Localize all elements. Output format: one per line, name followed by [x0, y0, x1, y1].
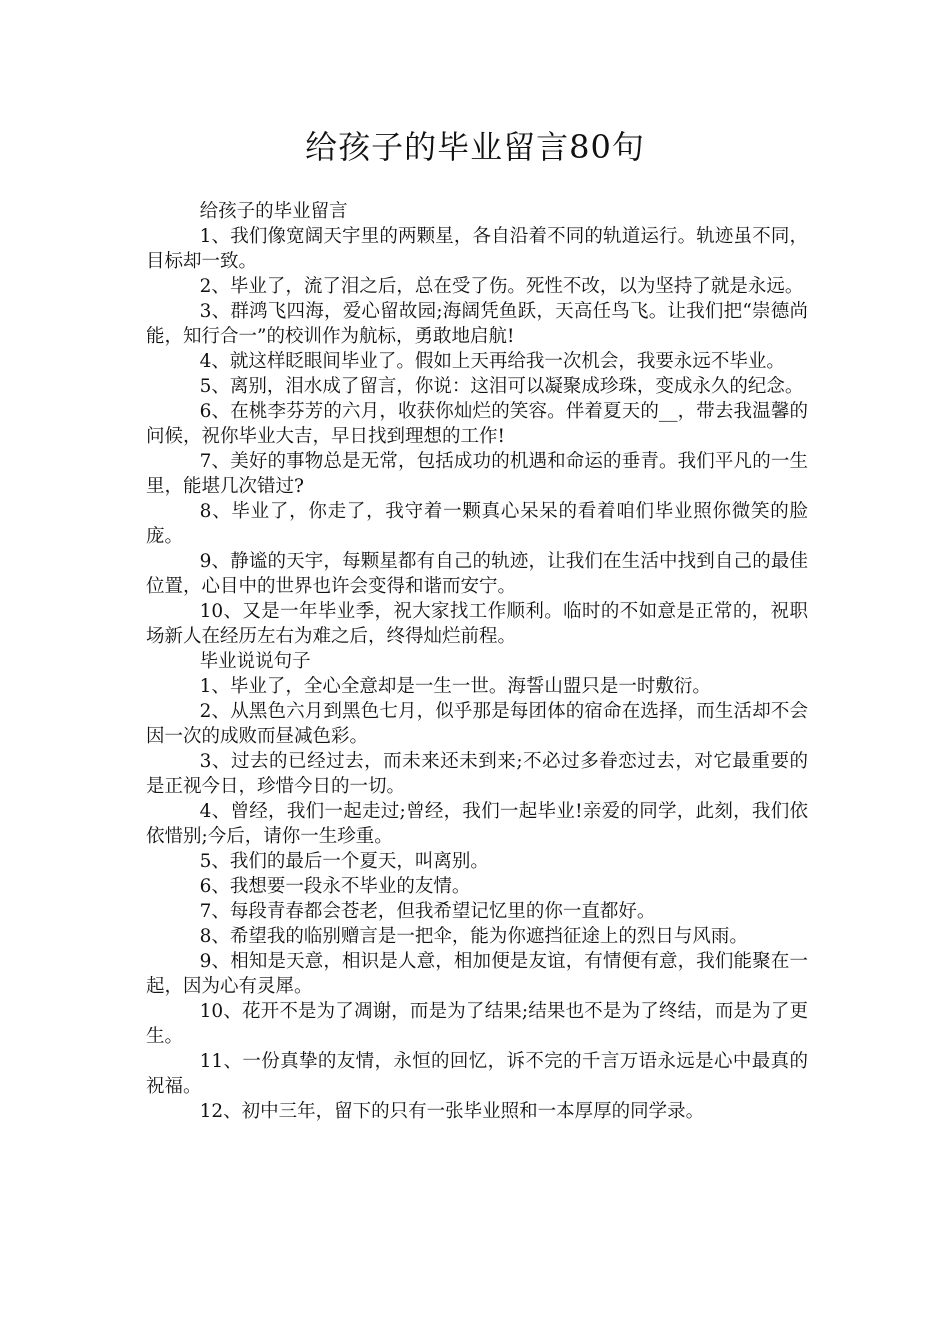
list-item: 7、美好的事物总是无常，包括成功的机遇和命运的垂青。我们平凡的一生里，能堪几次错过? [146, 451, 808, 497]
list-item: 10、又是一年毕业季，祝大家找工作顺利。临时的不如意是正常的，祝职场新人在经历左右为难之后，终得灿烂前程。 [146, 601, 808, 647]
list-item: 10、花开不是为了凋谢，而是为了结果;结果也不是为了终结，而是为了更生。 [146, 1001, 808, 1047]
document-body [146, 199, 808, 1124]
document-title: 给孩子的毕业留言80句 [305, 128, 645, 166]
list-item: 12、初中三年，留下的只有一张毕业照和一本厚厚的同学录。 [199, 1101, 705, 1122]
section-heading: 毕业说说句子 [199, 651, 311, 672]
list-item: 4、就这样眨眼间毕业了。假如上天再给我一次机会，我要永远不毕业。 [199, 351, 785, 372]
list-item: 1、我们像宽阔天宇里的两颗星，各自沿着不同的轨道运行。轨迹虽不同，目标却一致。 [146, 226, 808, 272]
list-item: 9、静谧的天宇，每颗星都有自己的轨迹，让我们在生活中找到自己的最佳位置，心目中的世界也许会变得和谐而安宁。 [146, 551, 808, 597]
list-item: 1、毕业了，全心全意却是一生一世。海誓山盟只是一时敷衍。 [199, 676, 711, 697]
list-item: 5、离别，泪水成了留言，你说：这泪可以凝聚成珍珠，变成永久的纪念。 [199, 376, 804, 397]
list-item: 5、我们的最后一个夏天，叫离别。 [199, 851, 489, 872]
list-item: 8、毕业了，你走了，我守着一颗真心呆呆的看着咱们毕业照你微笑的脸庞。 [146, 501, 808, 547]
list-item: 3、过去的已经过去，而未来还未到来;不必过多眷恋过去，对它最重要的是正视今日，珍惜今日的一切。 [146, 751, 808, 797]
list-item: 8、希望我的临别赠言是一把伞，能为你遮挡征途上的烈日与风雨。 [199, 926, 748, 947]
list-item: 4、曾经，我们一起走过;曾经，我们一起毕业!亲爱的同学，此刻，我们依依惜别;今后，请你一生珍重。 [146, 801, 808, 847]
list-item: 2、从黑色六月到黑色七月，似乎那是每团体的宿命在选择，而生活却不会因一次的成败而昼减色彩。 [146, 701, 808, 747]
list-item: 9、相知是天意，相识是人意，相加便是友谊，有情便有意，我们能聚在一起，因为心有灵犀。 [146, 951, 808, 997]
list-item: 11、一份真挚的友情，永恒的回忆，诉不完的千言万语永远是心中最真的祝福。 [146, 1051, 808, 1097]
list-item: 2、毕业了，流了泪之后，总在受了伤。死性不改，以为坚持了就是永远。 [199, 276, 804, 297]
list-item: 6、我想要一段永不毕业的友情。 [199, 876, 471, 897]
section-heading: 给孩子的毕业留言 [199, 201, 348, 222]
list-item: 3、群鸿飞四海，爱心留故园;海阔凭鱼跃，天高任鸟飞。让我们把“崇德尚能，知行合一”的校训作为航标，勇敢地启航! [146, 301, 808, 347]
list-item: 6、在桃李芬芳的六月，收获你灿烂的笑容。伴着夏天的__，带去我温馨的问候，祝你毕业大吉，早日找到理想的工作! [146, 401, 808, 447]
list-item: 7、每段青春都会苍老，但我希望记忆里的你一直都好。 [199, 901, 656, 922]
